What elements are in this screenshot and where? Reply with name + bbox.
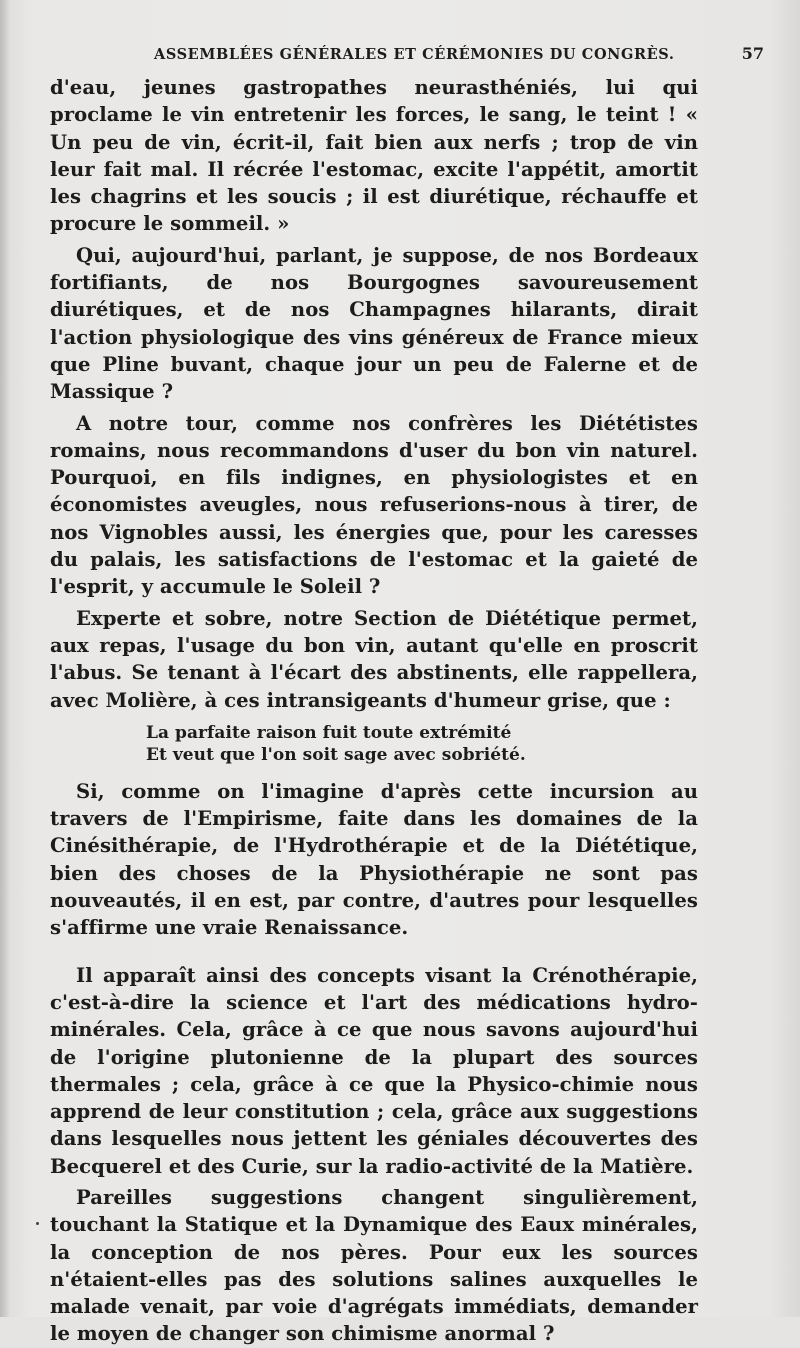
paragraph-1: d'eau, jeunes gastropathes neurasthéniés, lui qui proclame le vin entretenir les forces, le sang, le teint ! « Un peu de vin, écrit-il, fait bien aux nerfs ; trop de vin leur fait mal. Il récrée l'estomac, excite l'appétit, amortit les chagrins et les soucis ; il est diurétique, réchauffe et procure le sommeil. » [50,76,698,236]
page-header [56,44,768,70]
verse-line-1: La parfaite raison fuit toute extrémité [146,722,512,743]
paragraph-5: Si, comme on l'imagine d'après cette incursion au travers de l'Empirisme, faite dans les domaines de la Cinésithérapie, de l'Hydrothérapie et de la Diététique, bien des choses de la Physiothérapie ne sont pas nouveautés, il en est, par contre, d'autres pour lesquelles s'affirme une vraie Renaissance. [50,779,698,940]
verse-line-2: Et veut que l'on soit sage avec sobriété. [146,744,526,765]
paragraph-4: Experte et sobre, notre Section de Diététique permet, aux repas, l'usage du bon vin, autant qu'elle en proscrit l'abus. Se tenant à l'écart des abstinents, elle rappellera, avec Molière, à ces intransigeants d'humeur grise, que : [50,606,698,712]
running-head: ASSEMBLÉES GÉNÉRALES ET CÉRÉMONIES DU CONGRÈS. [154,46,675,63]
paragraph-6: Il apparaît ainsi des concepts visant la Crénothérapie, c'est-à-dire la science et l'art des médications hydro-minérales. Cela, grâce à ce que nous savons aujourd'hui de l'origine plutonienne de la plupart des sources thermales ; cela, grâce à ce que la Physico-chimie nous apprend de leur constitution ; cela, grâce aux suggestions dans lesquelles nous jettent les géniales découvertes des Becquerel et des Curie, sur la radio-activité de la Matière. [50,963,698,1178]
paragraph-2: Qui, aujourd'hui, parlant, je suppose, de nos Bordeaux fortifiants, de nos Bourgognes savoureusement diurétiques, et de nos Champagnes hilarants, dirait l'action physiologique des vins généreux de France mieux que Pline buvant, chaque jour un peu de Falerne et de Massique ? [50,243,698,404]
paragraph-3: A notre tour, comme nos confrères les Diététistes romains, nous recommandons d'user du bon vin naturel. Pourquoi, en fils indignes, en physiologistes et en économistes aveugles, nous refuserions-nous à tirer, de nos Vignobles aussi, les énergies que, pour les caresses du palais, les satisfactions de l'estomac et la gaieté de l'esprit, y accumule le Soleil ? [50,411,698,599]
page-gutter-shadow [0,0,10,1317]
verse-quote [146,722,698,766]
page-number: 57 [741,44,764,63]
print-speck [36,1222,39,1225]
paragraph-7: Pareilles suggestions changent singulièrement, touchant la Statique et la Dynamique des Eaux minérales, la conception de nos pères. Pour eux les sources n'étaient-elles pas des solutions salines auxquelles le malade venait, par voie d'agrégats immédiats, demander le moyen de changer son chimisme anormal ? [50,1185,698,1346]
body-text [50,74,698,1348]
